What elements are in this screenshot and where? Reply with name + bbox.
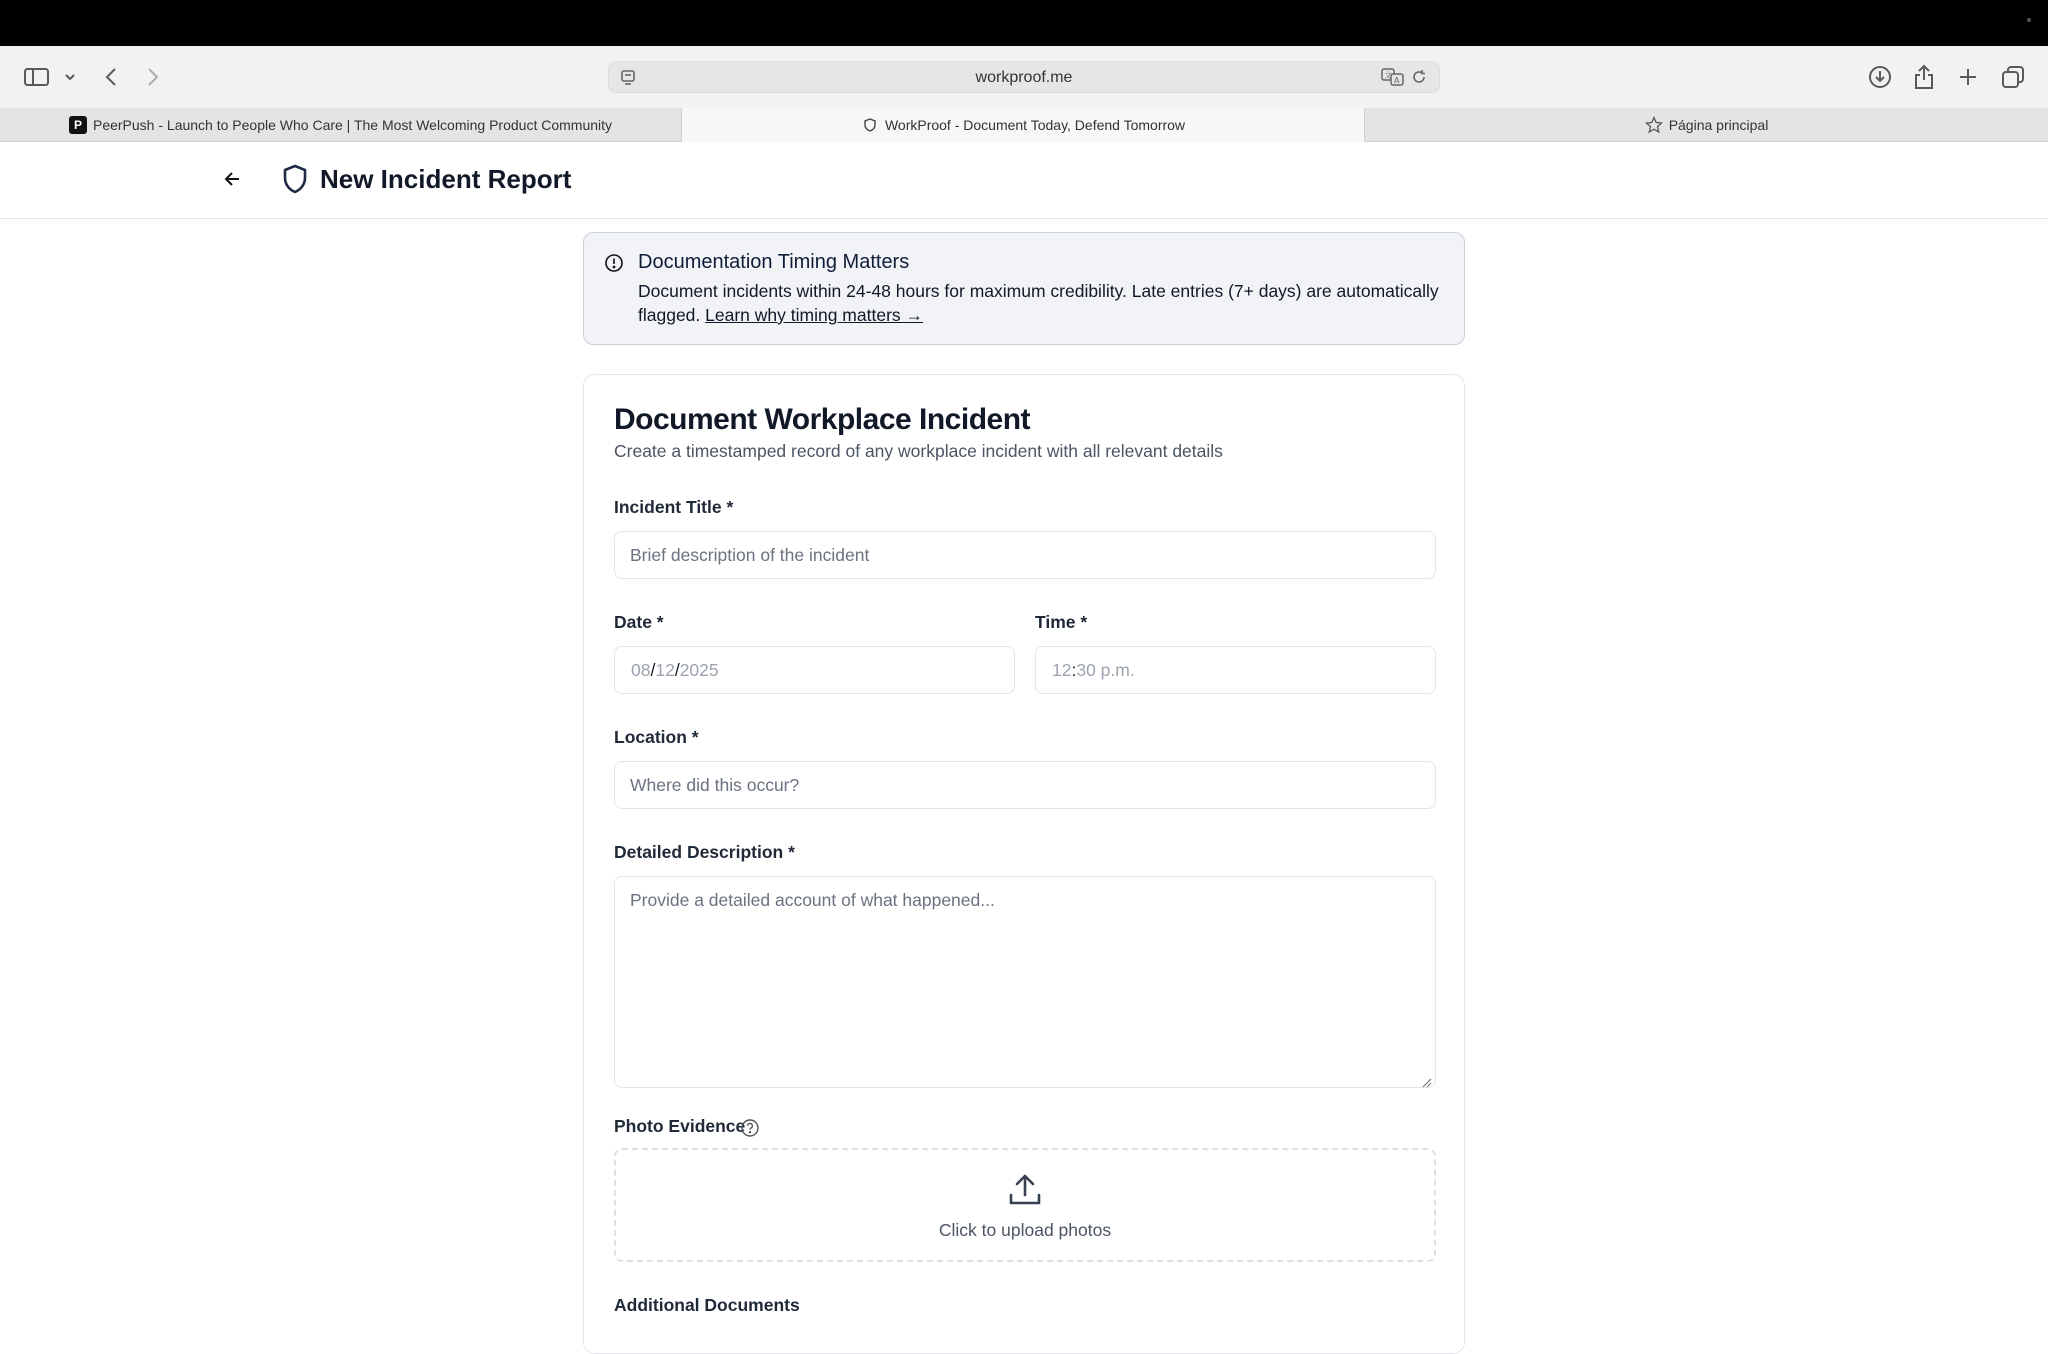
forward-icon[interactable] (142, 60, 164, 94)
share-icon[interactable] (1910, 60, 1938, 94)
alert-text: Document incidents within 24-48 hours for maximum credibility. Late entries (7+ days) are automatically flagged. (638, 281, 1439, 325)
tab-home[interactable] (1365, 108, 2048, 142)
description-label: Detailed Description * (614, 842, 795, 862)
additional-documents-label: Additional Documents (614, 1295, 800, 1315)
date-day: 12 (655, 660, 675, 680)
upload-icon (1007, 1172, 1043, 1213)
shield-icon (282, 164, 308, 199)
time-input[interactable] (1035, 646, 1436, 694)
tab-bar (0, 108, 2048, 142)
upload-text: Click to upload photos (938, 1220, 1112, 1240)
alert-body (638, 279, 1448, 327)
back-arrow-icon[interactable] (222, 168, 244, 195)
alert-title: Documentation Timing Matters (638, 251, 910, 273)
time-hour: 12 (1052, 660, 1072, 680)
tab-workproof[interactable] (682, 108, 1365, 142)
app-header (0, 142, 2048, 219)
date-separator: / (650, 660, 656, 680)
svg-text:文: 文 (1384, 71, 1392, 80)
sidebar-toggle-icon[interactable] (22, 60, 52, 94)
back-icon[interactable] (100, 60, 122, 94)
learn-timing-link[interactable]: Learn why timing matters → (705, 305, 924, 325)
time-label: Time * (1035, 612, 1088, 632)
time-separator: : (1071, 660, 1077, 680)
date-month: 08 (631, 660, 651, 680)
new-tab-icon[interactable] (1954, 60, 1982, 94)
translate-icon[interactable] (1381, 68, 1405, 91)
page-title: New Incident Report (320, 164, 572, 194)
tab-peerpush[interactable] (0, 108, 682, 142)
incident-form-card (583, 374, 1465, 1354)
form-subtitle: Create a timestamped record of any workplace incident with all relevant details (614, 441, 1223, 461)
shield-icon (861, 116, 879, 134)
photo-evidence-label: Photo Evidence (614, 1116, 746, 1136)
time-minute: 30 p.m. (1076, 660, 1135, 680)
location-input[interactable] (614, 761, 1436, 809)
location-label: Location * (614, 727, 699, 747)
incident-title-input[interactable] (614, 531, 1436, 579)
form-title: Document Workplace Incident (614, 403, 1031, 436)
date-separator: / (674, 660, 680, 680)
tab-overview-icon[interactable] (1998, 60, 2028, 94)
incident-title-label: Incident Title * (614, 497, 734, 517)
url-text: workproof.me (975, 69, 1073, 86)
peerpush-logo-icon: P (69, 116, 87, 134)
tab-label: WorkProof - Document Today, Defend Tomorrow (884, 117, 1186, 133)
info-circle-icon (604, 253, 624, 278)
photo-upload-dropzone[interactable] (614, 1148, 1436, 1262)
address-bar[interactable] (608, 61, 1440, 93)
timing-alert (583, 232, 1465, 345)
date-label: Date * (614, 612, 664, 632)
status-dot (2027, 18, 2031, 22)
tab-label: Página principal (1668, 117, 1769, 133)
description-textarea[interactable] (614, 876, 1436, 1088)
date-input[interactable] (614, 646, 1015, 694)
resize-grip-icon[interactable] (1422, 1075, 1432, 1093)
svg-text:A: A (1394, 76, 1400, 85)
star-icon (1645, 116, 1663, 134)
system-top-bar (0, 0, 2048, 46)
chevron-down-icon[interactable] (62, 60, 78, 94)
date-year: 2025 (679, 660, 719, 680)
reload-icon[interactable] (1411, 69, 1427, 90)
download-icon[interactable] (1866, 60, 1894, 94)
tab-label: PeerPush - Launch to People Who Care | The Most Welcoming Product Community (92, 117, 613, 133)
help-circle-icon[interactable] (740, 1118, 760, 1143)
